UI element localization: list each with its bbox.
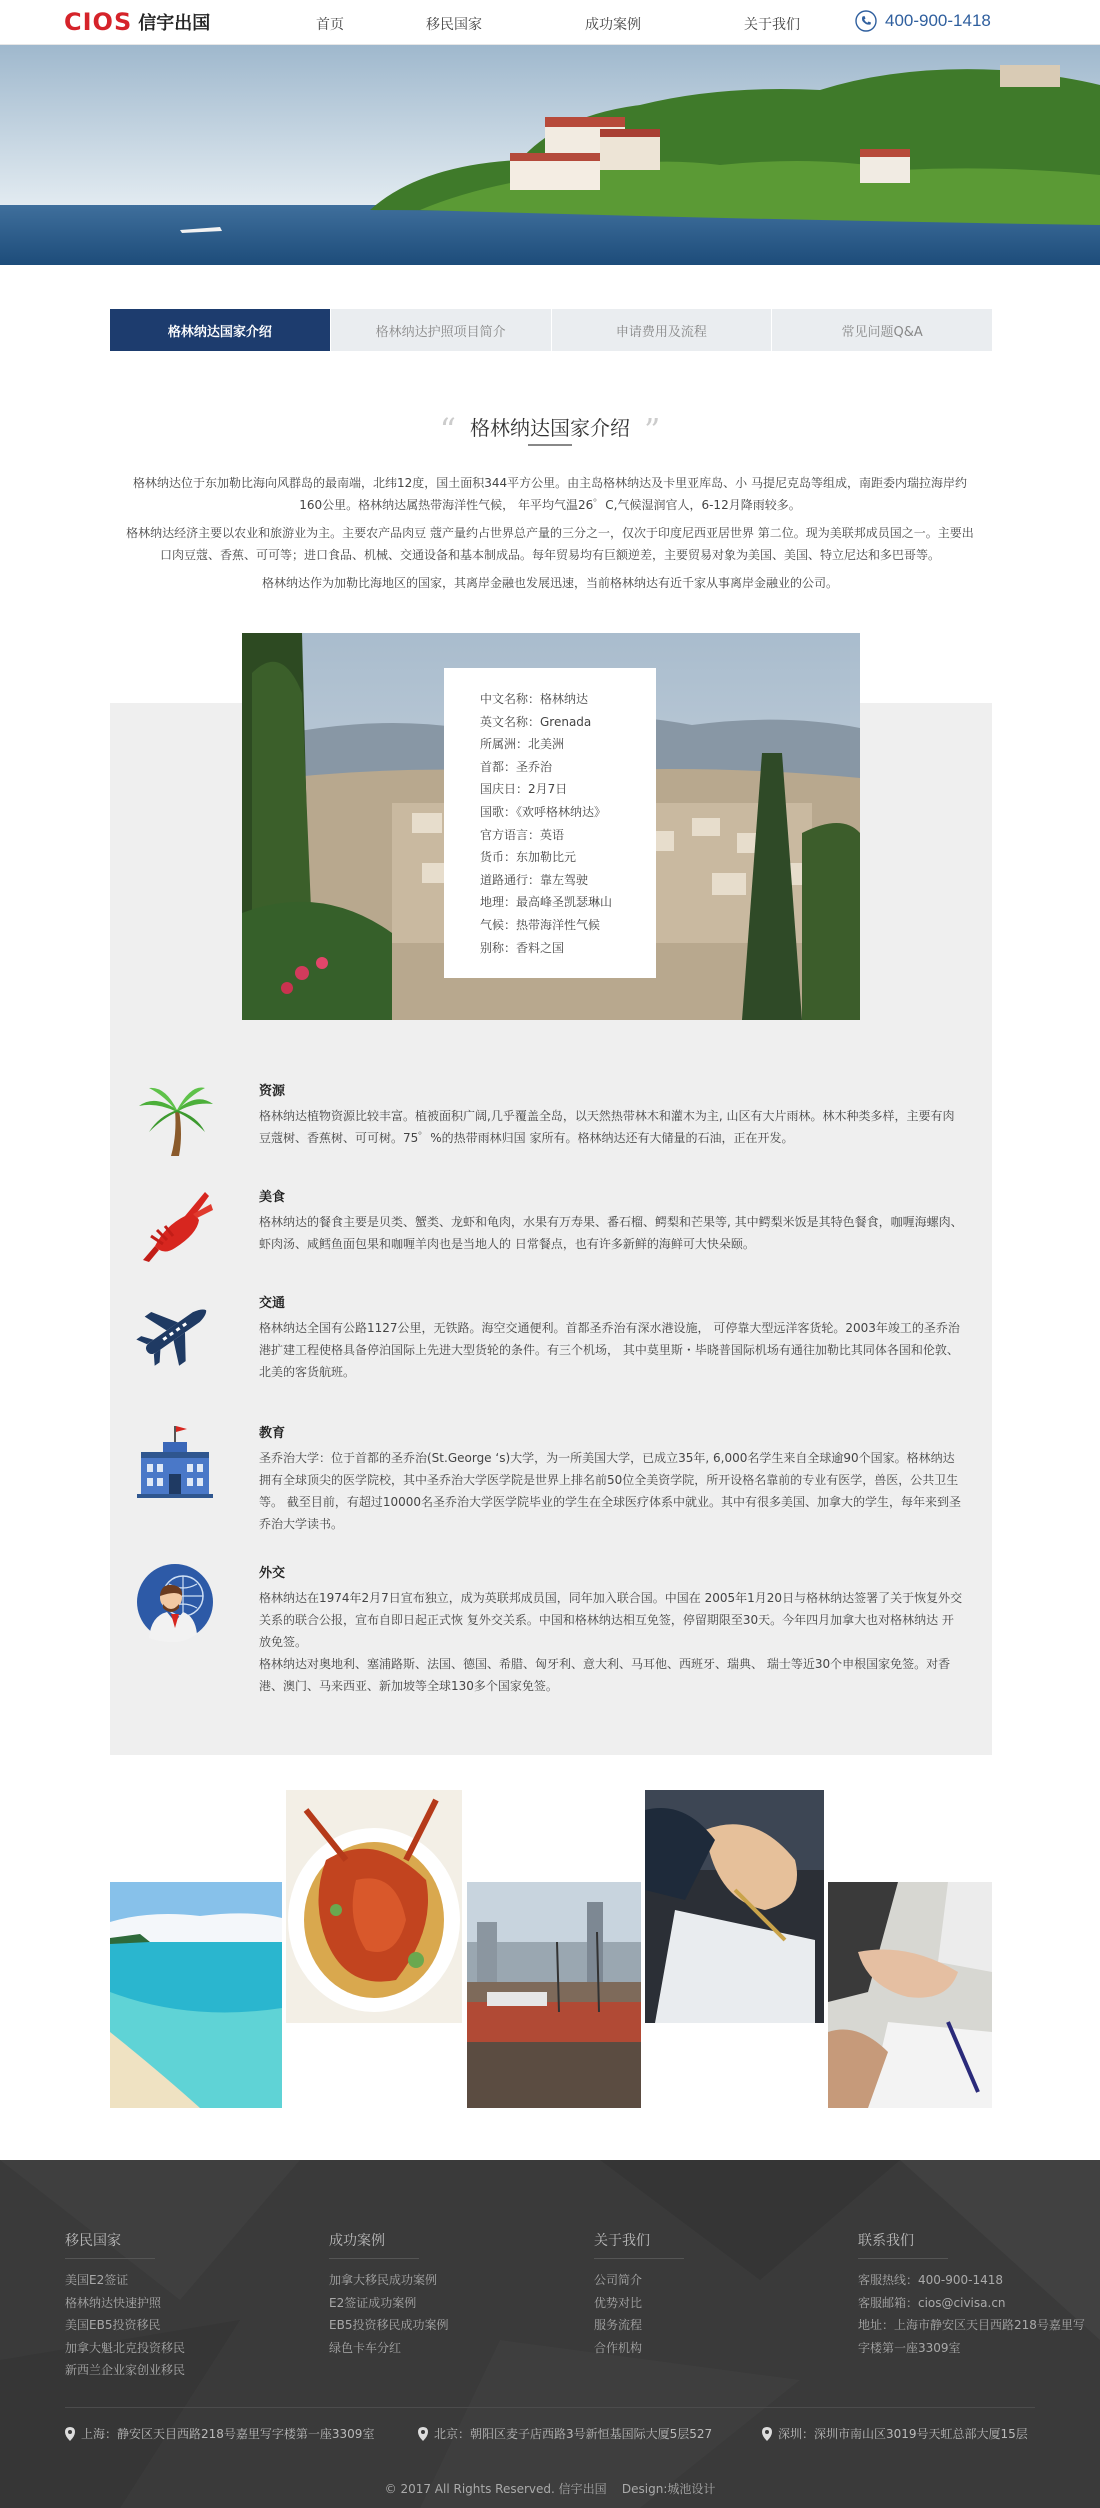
footer-link[interactable]: E2签证成功案例 <box>329 2295 417 2310</box>
section-tabs <box>110 309 992 351</box>
footer-link[interactable]: 加拿大魁北克投资移民 <box>65 2340 186 2355</box>
footer-heading: 联系我们 <box>858 2233 914 2249</box>
feature-text: 格林纳达全国有公路1127公里，无铁路。海空交通便利。首都圣乔治有深水港设施， 可停靠大型远洋客货轮。2003年竣工的圣乔治港扩建工程使格具备停泊国际上先进大型货轮的条件。有三个机场， 其中莫里斯・毕晓普国际机场有通往加勒比其同体各国和伦敦、北美的客货航班。 <box>259 1321 960 1379</box>
location-pin-icon <box>65 2427 75 2441</box>
footer-col-cases <box>329 2230 448 2359</box>
footer-link[interactable]: 公司简介 <box>594 2273 643 2287</box>
open-quote-icon: “ <box>439 411 456 449</box>
footer-link[interactable]: 新西兰企业家创业移民 <box>65 2363 186 2377</box>
palm-tree-icon <box>135 1080 215 1160</box>
phone-icon <box>855 10 877 32</box>
country-info-card <box>444 668 656 978</box>
section-title <box>0 405 1100 449</box>
section-title-text: 格林纳达国家介绍 <box>470 416 630 440</box>
nav-cases[interactable]: 成功案例 <box>585 17 641 33</box>
footer-col-contact <box>858 2230 1085 2359</box>
footer-divider <box>329 2258 419 2259</box>
logo-text-cn: 信宇出国 <box>138 13 211 34</box>
nav-about[interactable]: 关于我们 <box>744 17 800 33</box>
intro-paragraph: 格林纳达作为加勒比海地区的国家，其离岸金融也发展迅速，当前格林纳达有近千家从事离岸金融业的公司。 <box>261 576 838 590</box>
info-geography: 地理：最高峰圣凯瑟琳山 <box>480 895 613 910</box>
office-beijing <box>418 2425 712 2442</box>
feature-text: 格林纳达的餐食主要是贝类、蟹类、龙虾和龟肉，水果有万寿果、番石榴、鳄梨和芒果等, 其中鳄梨米饭是其特色餐食，咖喱海螺肉、虾肉汤、咸鳕鱼面包果和咖喱羊肉也是当地人的 日常餐点，也有许多新鲜的海鲜可大快朵颐。 <box>259 1215 963 1251</box>
office-shanghai <box>65 2425 374 2442</box>
handshake-photo <box>828 1882 992 2108</box>
tab-passport-project[interactable]: 格林纳达护照项目简介 <box>331 309 552 351</box>
beach-photo <box>110 1882 282 2108</box>
feature-text: 格林纳达在1974年2月7日宣布独立，成为英联邦成员国，同年加入联合国。中国在 2005年1月20日与格林纳达签署了关于恢复外交关系的联合公报，宣布自即日起正式恢 复外交关系。中国和格林纳达相互免签，停留期限至30天。今年四月加拿大也对格林纳达 开放免签。 格林纳达对奥地利、塞浦路斯、法国、德国、希腊、匈牙利、意大利、马耳他、西班牙、瑞典、 瑞士等近30个申根国家免签。对香港、澳门、马来西亚、新加坡等全球130多个国家免签。 <box>259 1591 963 1693</box>
footer-divider-line <box>65 2407 1035 2408</box>
tab-fees-process[interactable]: 申请费用及流程 <box>552 309 773 351</box>
copyright: © 2017 All Rights Reserved. 信宇出国 Design:城池设计 <box>384 2482 716 2496</box>
intro-paragraph: 格林纳达经济主要以农业和旅游业为主。主要农产品肉豆 蔻产量约占世界总产量的三分之一，仅次于印度尼西亚居世界 第二位。现为美联邦成员国之一。主要出口肉豆蔻、香蕉、可可等；进口食品、机械、交通设备和基本制成品。每年贸易均有巨额逆差，主要贸易对象为美国、美国、特立尼达和多巴哥等。 <box>126 526 974 562</box>
coastal-town-image <box>0 45 1100 265</box>
footer-link[interactable]: 合作机构 <box>594 2340 643 2355</box>
office-address: 深圳：深圳市南山区3019号天虹总部大厦15层 <box>778 2427 1028 2441</box>
logo[interactable] <box>64 8 210 36</box>
footer-contact-address: 地址：上海市静安区天目西路218号嘉里写 <box>858 2318 1085 2332</box>
footer-link[interactable]: 优势对比 <box>594 2295 643 2310</box>
footer-contact-address-cont: 字楼第一座3309室 <box>858 2340 961 2355</box>
feature-title: 交通 <box>259 1296 286 1311</box>
logo-text-en: CIOS <box>64 8 133 36</box>
location-pin-icon <box>418 2427 428 2441</box>
nav-home[interactable]: 首页 <box>316 17 344 33</box>
footer-divider <box>594 2258 684 2259</box>
footer-link[interactable]: 格林纳达快速护照 <box>65 2295 162 2310</box>
footer-contact-email[interactable]: 客服邮箱：cios@civisa.cn <box>858 2295 1006 2310</box>
footer-divider <box>65 2258 155 2259</box>
info-driving: 道路通行：靠左驾驶 <box>480 872 589 887</box>
info-anthem: 国歌：《欢呼格林纳达》 <box>480 804 607 819</box>
title-underline <box>528 444 572 446</box>
office-address: 上海：静安区天目西路218号嘉里写字楼第一座3309室 <box>81 2427 375 2441</box>
nav-countries[interactable]: 移民国家 <box>426 17 482 33</box>
footer-heading: 移民国家 <box>65 2233 121 2249</box>
info-national-day: 国庆日：2月7日 <box>480 782 568 797</box>
footer <box>0 2160 1100 2508</box>
footer-link[interactable]: 服务流程 <box>594 2318 643 2332</box>
office-address: 北京：朝阳区麦子店西路3号新恒基国际大厦5层527 <box>434 2427 713 2441</box>
info-currency: 货币：东加勒比元 <box>480 850 577 865</box>
info-capital: 首都：圣乔治 <box>480 759 553 774</box>
footer-link[interactable]: 美国E2签证 <box>65 2273 129 2287</box>
feature-title: 美食 <box>259 1190 286 1205</box>
location-pin-icon <box>762 2427 772 2441</box>
feature-title: 资源 <box>259 1084 286 1099</box>
lobster-dish-photo <box>286 1790 462 2023</box>
lobster-icon <box>135 1186 215 1266</box>
info-language: 官方语言：英语 <box>480 827 565 842</box>
top-header <box>0 0 1100 45</box>
school-icon <box>135 1422 215 1502</box>
feature-text: 圣乔治大学：位于首都的圣乔治(St.George ‘s)大学，为一所美国大学，已成立35年, 6,000名学生来自全球逾90个国家。格林纳达拥有全球顶尖的医学院校，其中圣乔治大学医学院是世界上排名前50位全美资学院，所开设格名靠前的专业有医学，兽医，公共卫生等。 截至目前，有超过10000名圣乔治大学医学院毕业的学生在全球医疗体系中就业。其中有很多美国、加拿大的学生，每年来到圣乔治大学读书。 <box>259 1451 961 1531</box>
info-climate: 气候：热带海洋性气候 <box>480 917 601 932</box>
footer-col-countries <box>65 2230 185 2382</box>
feature-text: 格林纳达植物资源比较丰富。植被面积广阔,几乎覆盖全岛，以天然热带林木和灌木为主, 山区有大片雨林。林木种类多样，主要有肉豆蔻树、香蕉树、可可树。75゜%的热带雨林归国 家所有。格林纳达还有大储量的石油，正在开发。 <box>259 1109 955 1145</box>
harbor-ships-photo <box>467 1882 641 2108</box>
footer-divider <box>858 2258 948 2259</box>
airplane-icon <box>135 1292 215 1372</box>
info-continent: 所属洲：北美洲 <box>480 737 565 752</box>
hero-banner <box>0 45 1100 265</box>
diplomat-globe-icon <box>135 1562 215 1642</box>
footer-link[interactable]: 美国EB5投资移民 <box>65 2318 161 2332</box>
intro-text <box>125 472 975 600</box>
tab-faq[interactable]: 常见问题Q&A <box>841 324 923 340</box>
close-quote-icon: ” <box>644 411 661 449</box>
signing-document-photo <box>645 1790 824 2023</box>
footer-heading: 成功案例 <box>329 2233 385 2249</box>
footer-col-about <box>594 2230 684 2359</box>
info-chinese-name: 中文名称：格林纳达 <box>480 692 589 706</box>
intro-paragraph: 格林纳达位于东加勒比海向风群岛的最南端，北纬12度，国土面积344平方公里。由主岛格林纳达及卡里亚库岛、小 马提尼克岛等组成，南距委内瑞拉海岸约160公里。格林纳达属热带海洋性气候， 年平均气温26゜C,气候湿润官人，6-12月降雨较多。 <box>133 476 967 512</box>
footer-contact-phone: 客服热线：400-900-1418 <box>858 2273 1004 2287</box>
footer-link[interactable]: 绿色卡车分红 <box>329 2340 402 2355</box>
info-english-name: 英文名称：Grenada <box>480 714 592 729</box>
feature-title: 外交 <box>259 1566 286 1581</box>
office-shenzhen <box>762 2425 1028 2442</box>
phone-number: 400-900-1418 <box>885 11 991 30</box>
footer-heading: 关于我们 <box>594 2233 650 2249</box>
feature-title: 教育 <box>259 1426 286 1441</box>
hotline[interactable] <box>855 10 991 32</box>
info-nickname: 别称：香料之国 <box>480 940 565 955</box>
tab-country-intro[interactable]: 格林纳达国家介绍 <box>110 309 331 351</box>
footer-link[interactable]: 加拿大移民成功案例 <box>329 2273 438 2287</box>
footer-link[interactable]: EB5投资移民成功案例 <box>329 2318 449 2332</box>
